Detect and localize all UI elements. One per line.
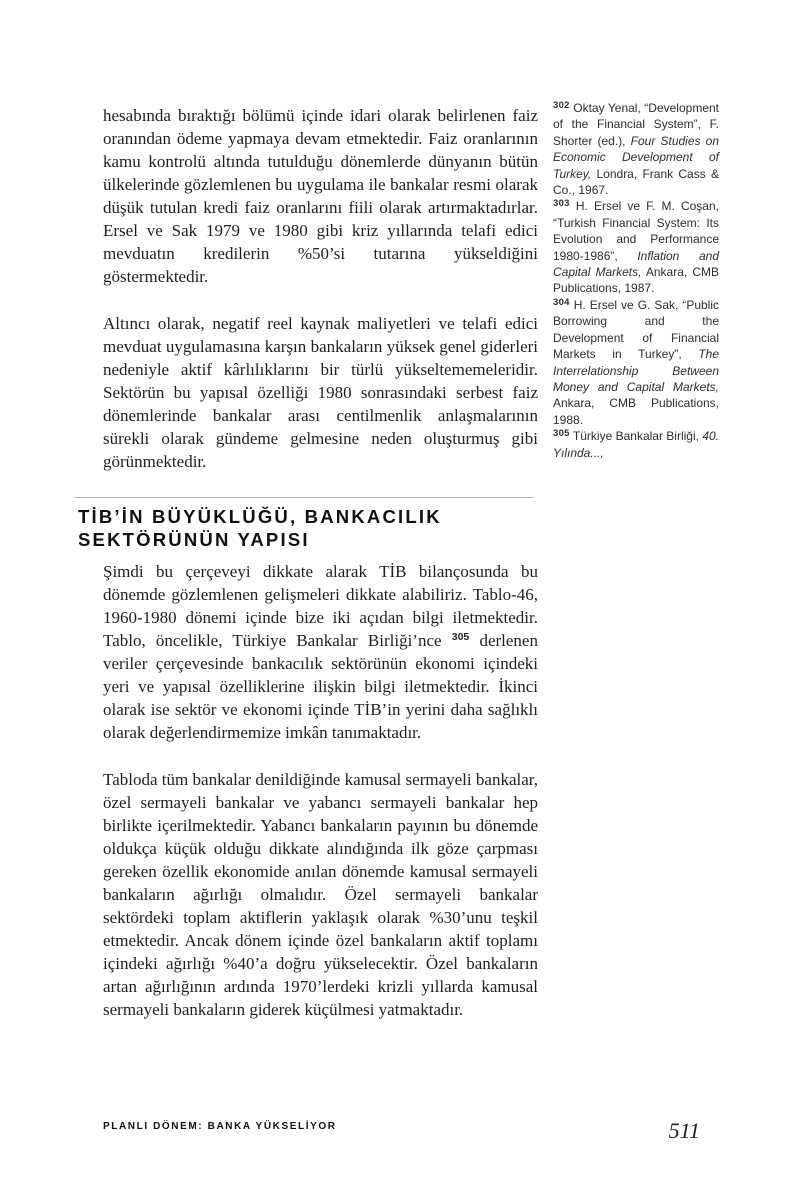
text-segment: 40. Yılında..., — [553, 429, 720, 460]
text-segment: Tabloda tüm bankalar denildiğinde kamusal sermayeli bankalar, özel sermayeli bankalar ve yabancı sermayeli bankalar hep birlikte içerilmektedir. Yabancı bankaların payının bu dönemde oldukça küçük olduğu dikkate alındığında ilk göze çarpması gereken özellik ekonomide anılan dönemde kamusal sermayeli bankaların ağırlığı olmalıdır. Özel sermayeli bankalar sektördeki toplam aktiflerin yaklaşık olarak %30’unu teşkil etmektedir. Ancak dönem içinde özel bankaların aktif toplamı içindeki ağırlığı %40’a doğru yükselecektir. Özel bankaların artan ağırlığının ardında 1970’lerdeki krizli yıllarda kamusal sermayeli bankaların giderek küçülmesi yatmaktadır. — [103, 770, 538, 1019]
text-segment: Ankara, CMB Publications, 1988. — [553, 396, 719, 427]
section-divider — [75, 497, 533, 498]
footnote-number: 302 — [553, 100, 570, 111]
section-heading — [78, 505, 538, 551]
body-paragraph — [103, 560, 538, 744]
body-paragraph — [103, 104, 538, 288]
footnote — [553, 100, 719, 198]
main-text-column — [78, 104, 538, 1045]
footnotes-sidebar — [553, 100, 719, 461]
body-paragraph — [103, 312, 538, 473]
body-section-before-heading — [78, 104, 538, 473]
footnote — [553, 428, 719, 461]
text-segment: Türkiye Bankalar Birliği, — [572, 429, 703, 444]
text-segment: derlenen veriler çerçevesinde bankacılık sektörünün ekonomi içindeki yeri ve yapısal özelliklerine ilişkin bilgi iletmektedir. İkinci olarak ise sektör ve ekonomi içinde TİB’in yerini daha sağlıklı olarak değerlendirmemize imkân tanımaktadır. — [103, 631, 538, 742]
footnote-number: 305 — [553, 428, 570, 440]
text-segment: Four Studies on Economic Development of Turkey, — [553, 133, 719, 181]
text-segment: hesabında bıraktığı bölümü içinde idari olarak belirlenen faiz oranından ödeme yapmaya devam etmektedir. Faiz oranlarının kamu kontrolü altında tutulduğu dönemlerde dünyanın bütün ülkelerinde gözlemlenen bu uygulama ile bankalar resmi olarak düşük tutulan kredi faiz oranlarını fiili olarak artırmaktadırlar. Ersel ve Sak 1979 ve 1980 gibi kriz yıllarında telafi edici mevduatın kredilerin %50’si tutarına yükseldiğini göstermektedir. — [103, 106, 538, 286]
body-paragraph — [103, 768, 538, 1021]
text-segment: Ankara, CMB Publications, 1987. — [553, 265, 719, 296]
body-section-after-heading — [78, 560, 538, 1021]
text-segment: Oktay Yenal, “Development of the Financial System”, F. Shorter (ed.), — [553, 101, 719, 148]
running-footer-label: PLANLI DÖNEM: BANKA YÜKSELİYOR — [103, 1121, 337, 1132]
footnote-number: 304 — [553, 296, 570, 308]
footnote-reference: 305 — [451, 631, 470, 643]
text-segment: Inflation and Capital Markets, — [553, 248, 719, 280]
footnote — [553, 297, 719, 428]
section-heading-block — [78, 497, 538, 551]
footnote-number: 303 — [553, 198, 570, 210]
text-segment: Şimdi bu çerçeveyi dikkate alarak TİB bilançosunda bu dönemde gözlemlenen gelişmeleri dikkate alabiliriz. Tablo-46, 1960-1980 dönemi içinde bize iki açıdan bilgi iletmektedir. Tablo, öncelikle, Türkiye Bankalar Birliği’nce — [103, 562, 538, 650]
section-heading-line-1: TİB’İN BÜYÜKLÜĞÜ, BANKACILIK — [78, 506, 442, 527]
footnote — [553, 198, 719, 296]
text-segment: The Interrelationship Between Money and Capital Markets, — [553, 347, 719, 394]
text-segment: Londra, Frank Cass & Co., 1967. — [553, 166, 719, 198]
text-segment: H. Ersel ve F. M. Coşan, “Turkish Financial System: Its Evolution and Performance 1980-1986”, — [553, 199, 719, 263]
text-segment: H. Ersel ve G. Sak, “Public Borrowing and the Development of Financial Markets in Turkey”, — [553, 297, 719, 362]
page-number: 511 — [668, 1118, 700, 1143]
text-segment: Altıncı olarak, negatif reel kaynak maliyetleri ve telafi edici mevduat uygulamasına karşın bankaların yüksek genel giderleri nedeniyle aktif kârlılıklarını bir türlü yükseltememeleridir. Sektörün bu yapısal özelliği 1980 sonrasındaki serbest faiz dönemlerinde bankalar arası centilmenlik anlaşmalarının sürekli olarak gündeme gelmesine neden oluşturmuş gibi görünmektedir. — [103, 314, 538, 471]
section-heading-line-2: SEKTÖRÜNÜN YAPISI — [78, 529, 310, 550]
